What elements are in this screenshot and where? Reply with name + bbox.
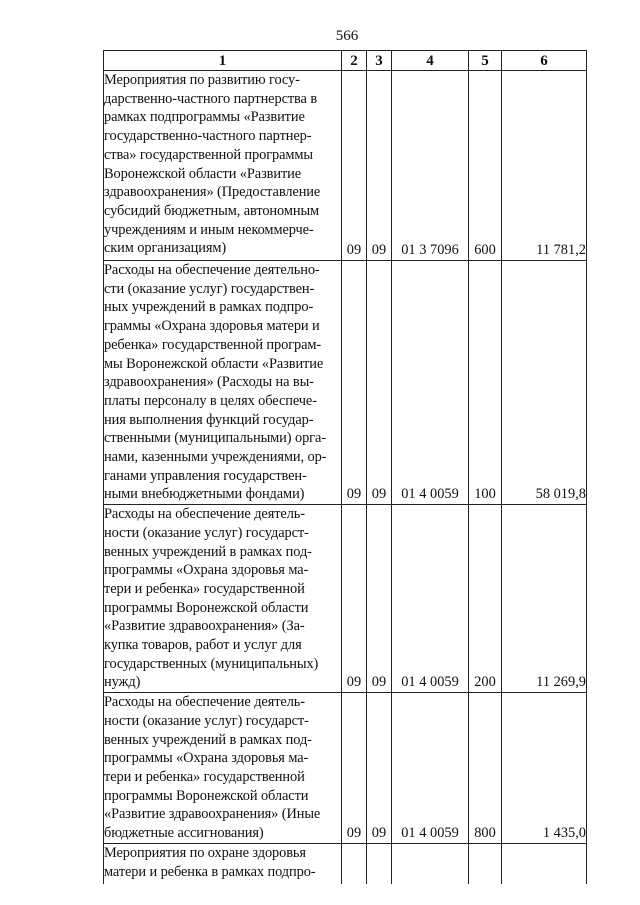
column-header: 5 [469, 51, 502, 71]
row-amount: 11 269,9 [502, 505, 587, 693]
row-subsection: 09 [367, 693, 392, 844]
row-subsection: 09 [367, 261, 392, 505]
row-description: Расходы на обеспечение деятель- ности (оказание услуг) государст- венных учреждений в рамках под- программы «Охрана здоровья ма- тери и ребенка» государственной программы Воронежской области «Развитие здравоохранения» (За- купка товаров, работ и услуг для государственных (муниципальных) нужд) [104, 505, 342, 693]
row-description: Расходы на обеспечение деятельно- сти (оказание услуг) государствен- ных учреждений в рамках подпро- граммы «Охрана здоровья матери и ребенка» государственной програм- мы Воронежской области «Развитие здравоохранения» (Расходы на вы- платы персоналу в целях обеспече- ния выполнения функций государ- ственными (муниципальными) орга- нами, казенными учреждениями, ор- ганами управления государствен- ными внебюджетными фондами) [104, 261, 342, 505]
table-header-row [104, 51, 587, 71]
row-section [342, 843, 367, 884]
row-section: 09 [342, 71, 367, 261]
row-amount [502, 843, 587, 884]
row-expense-type: 800 [469, 693, 502, 844]
table-row [104, 261, 587, 505]
row-expense-type [469, 843, 502, 884]
row-expense-type: 200 [469, 505, 502, 693]
table-row [104, 71, 587, 261]
row-subsection [367, 843, 392, 884]
row-target-article: 01 4 0059 [392, 261, 469, 505]
row-amount: 58 019,8 [502, 261, 587, 505]
row-target-article: 01 4 0059 [392, 505, 469, 693]
row-target-article [392, 843, 469, 884]
row-subsection: 09 [367, 71, 392, 261]
row-section: 09 [342, 693, 367, 844]
row-description: Расходы на обеспечение деятель- ности (оказание услуг) государст- венных учреждений в рамках под- программы «Охрана здоровья ма- тери и ребенка» государственной программы Воронежской области «Развитие здравоохранения» (Иные бюджетные ассигнования) [104, 693, 342, 844]
row-description: Мероприятия по развитию госу- дарственно-частного партнерства в рамках подпрограммы «Развитие государственно-частного партнер- ства» государственной программы Воронежской области «Развитие здравоохранения» (Предоставление субсидий бюджетным, автономным учреждениям и иным некоммерче- ским организациям) [104, 71, 342, 261]
row-target-article: 01 3 7096 [392, 71, 469, 261]
table-row [104, 693, 587, 844]
column-header: 6 [502, 51, 587, 71]
row-subsection: 09 [367, 505, 392, 693]
row-target-article: 01 4 0059 [392, 693, 469, 844]
row-description: Мероприятия по охране здоровья матери и ребенка в рамках подпро- [104, 843, 342, 884]
row-section: 09 [342, 505, 367, 693]
row-expense-type: 600 [469, 71, 502, 261]
budget-table [103, 50, 587, 884]
column-header: 3 [367, 51, 392, 71]
row-expense-type: 100 [469, 261, 502, 505]
column-header: 4 [392, 51, 469, 71]
row-amount: 1 435,0 [502, 693, 587, 844]
table-row [104, 505, 587, 693]
page-number: 566 [335, 28, 359, 44]
table-row [104, 843, 587, 884]
column-header: 2 [342, 51, 367, 71]
row-amount: 11 781,2 [502, 71, 587, 261]
row-section: 09 [342, 261, 367, 505]
column-header: 1 [104, 51, 342, 71]
